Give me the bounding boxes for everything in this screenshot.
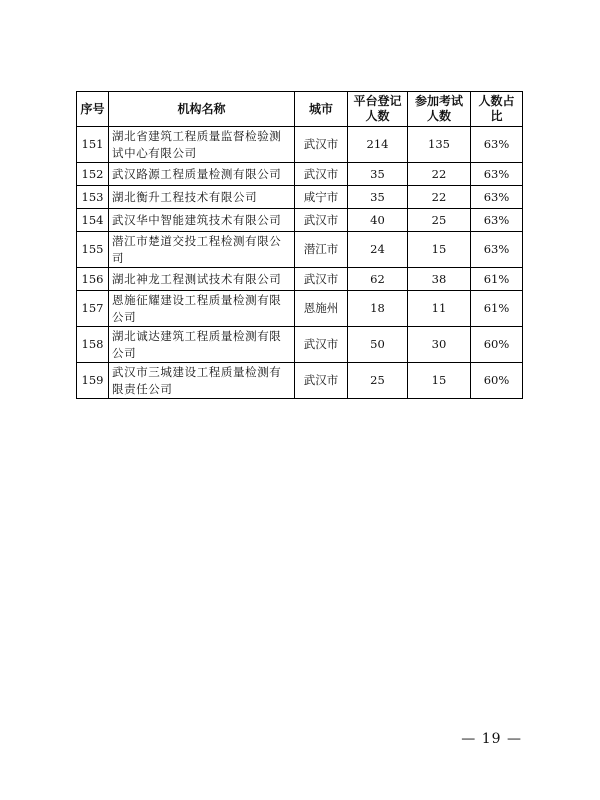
row-institution-name: 潜江市楚道交投工程检测有限公司 [109, 232, 295, 268]
row-institution-name: 武汉华中智能建筑技术有限公司 [109, 209, 295, 232]
row-registered-count: 25 [348, 363, 408, 399]
row-registered-count: 40 [348, 209, 408, 232]
row-institution-name: 湖北神龙工程测试技术有限公司 [109, 268, 295, 291]
table-row [77, 232, 523, 268]
row-city: 潜江市 [295, 232, 348, 268]
row-exam-count: 22 [408, 163, 471, 186]
row-exam-count: 135 [408, 127, 471, 163]
header-exam-count: 参加考试人数 [408, 92, 471, 127]
table-row [77, 163, 523, 186]
row-serial-number: 157 [77, 291, 109, 327]
row-city: 武汉市 [295, 163, 348, 186]
row-registered-count: 35 [348, 163, 408, 186]
row-serial-number: 151 [77, 127, 109, 163]
row-exam-count: 38 [408, 268, 471, 291]
row-ratio: 60% [471, 363, 523, 399]
row-serial-number: 159 [77, 363, 109, 399]
row-institution-name: 武汉市三城建设工程质量检测有限责任公司 [109, 363, 295, 399]
row-city: 咸宁市 [295, 186, 348, 209]
row-institution-name: 武汉路源工程质量检测有限公司 [109, 163, 295, 186]
institution-exam-table [76, 91, 523, 399]
header-registered-count: 平台登记人数 [348, 92, 408, 127]
row-serial-number: 158 [77, 327, 109, 363]
row-exam-count: 11 [408, 291, 471, 327]
table-row [77, 186, 523, 209]
row-serial-number: 154 [77, 209, 109, 232]
row-ratio: 61% [471, 268, 523, 291]
row-ratio: 60% [471, 327, 523, 363]
table-row [77, 209, 523, 232]
row-serial-number: 155 [77, 232, 109, 268]
row-exam-count: 25 [408, 209, 471, 232]
row-ratio: 63% [471, 232, 523, 268]
row-institution-name: 恩施征耀建设工程质量检测有限公司 [109, 291, 295, 327]
row-exam-count: 30 [408, 327, 471, 363]
table-row [77, 291, 523, 327]
row-registered-count: 50 [348, 327, 408, 363]
row-city: 武汉市 [295, 363, 348, 399]
row-registered-count: 24 [348, 232, 408, 268]
row-exam-count: 15 [408, 232, 471, 268]
row-registered-count: 18 [348, 291, 408, 327]
row-ratio: 63% [471, 127, 523, 163]
row-institution-name: 湖北省建筑工程质量监督检验测试中心有限公司 [109, 127, 295, 163]
table-row [77, 327, 523, 363]
row-serial-number: 153 [77, 186, 109, 209]
row-registered-count: 35 [348, 186, 408, 209]
row-registered-count: 214 [348, 127, 408, 163]
table-row [77, 363, 523, 399]
row-institution-name: 湖北衡升工程技术有限公司 [109, 186, 295, 209]
row-serial-number: 152 [77, 163, 109, 186]
table-row [77, 268, 523, 291]
row-ratio: 63% [471, 163, 523, 186]
row-ratio: 63% [471, 186, 523, 209]
row-exam-count: 15 [408, 363, 471, 399]
row-city: 武汉市 [295, 268, 348, 291]
row-exam-count: 22 [408, 186, 471, 209]
header-serial-number: 序号 [77, 92, 109, 127]
header-institution-name: 机构名称 [109, 92, 295, 127]
row-city: 恩施州 [295, 291, 348, 327]
row-ratio: 61% [471, 291, 523, 327]
row-city: 武汉市 [295, 209, 348, 232]
row-institution-name: 湖北诚达建筑工程质量检测有限公司 [109, 327, 295, 363]
row-registered-count: 62 [348, 268, 408, 291]
header-ratio: 人数占比 [471, 92, 523, 127]
row-city: 武汉市 [295, 327, 348, 363]
row-serial-number: 156 [77, 268, 109, 291]
row-ratio: 63% [471, 209, 523, 232]
header-city: 城市 [295, 92, 348, 127]
table-row [77, 127, 523, 163]
table-header-row [77, 92, 523, 127]
row-city: 武汉市 [295, 127, 348, 163]
page-number: — 19 — [461, 731, 522, 747]
